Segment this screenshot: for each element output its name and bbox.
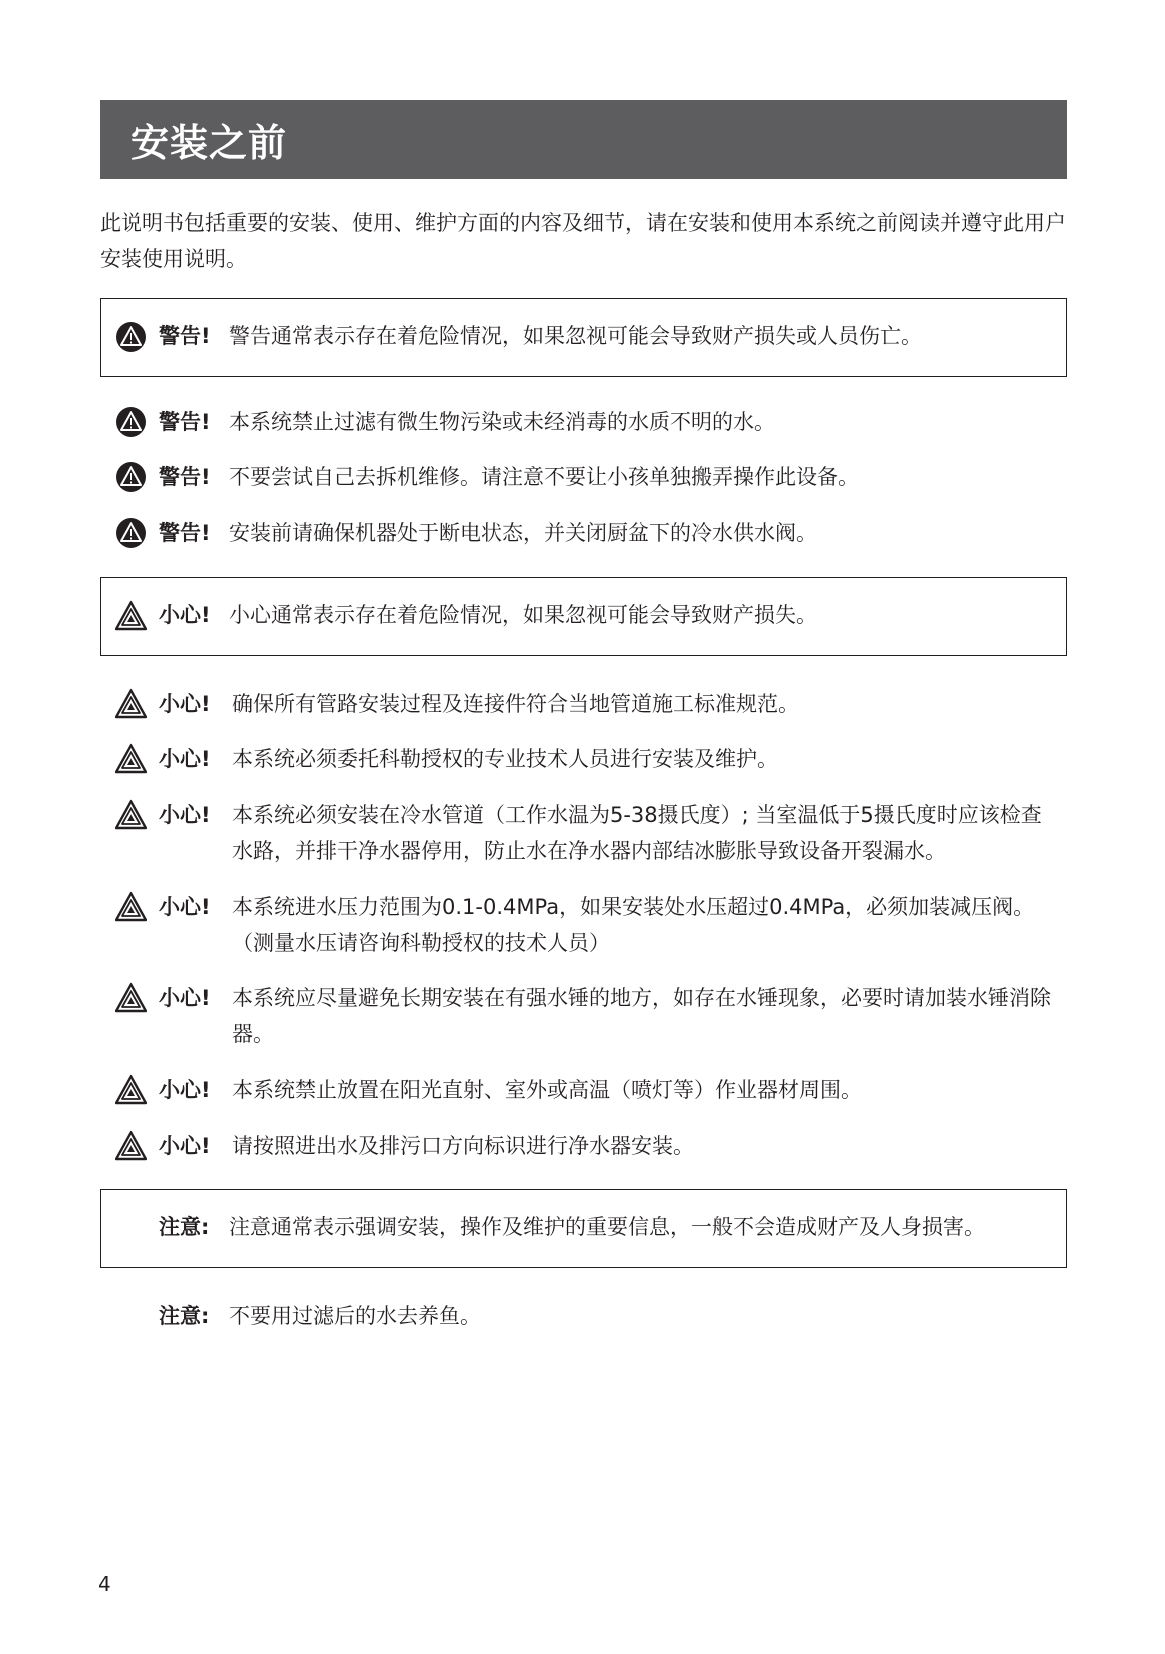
caution-text: 本系统必须委托科勒授权的专业技术人员进行安装及维护。	[232, 747, 778, 771]
caution-label: 小心!	[159, 1134, 211, 1158]
caution-label: 小心!	[159, 803, 211, 827]
caution-outline-icon	[115, 1074, 147, 1106]
caution-text: 请按照进出水及排污口方向标识进行净水器安装。	[232, 1134, 694, 1158]
caution-label: 小心!	[159, 747, 211, 771]
warning-label: 警告!	[159, 324, 211, 348]
caution-text: 本系统进水压力范围为0.1-0.4MPa，如果安装处水压超过0.4MPa，必须加装减压阀。（测量水压请咨询科勒授权的技术人员）	[232, 895, 1035, 955]
caution-label: 小心!	[159, 1078, 211, 1102]
caution-label: 小心!	[159, 986, 211, 1010]
caution-definition-box	[100, 577, 1067, 656]
page-title: 安装之前	[131, 121, 288, 165]
caution-outline-icon	[115, 982, 147, 1014]
warning-label: 警告!	[159, 465, 211, 489]
warning-definition-box	[100, 298, 1067, 377]
intro-paragraph: 此说明书包括重要的安装、使用、维护方面的内容及细节，请在安装和使用本系统之前阅读并遵守此用户安装使用说明。	[100, 211, 1066, 271]
notice-label: 注意:	[159, 1215, 210, 1239]
notice-definition-box	[100, 1189, 1067, 1268]
caution-outline-icon	[115, 799, 147, 831]
caution-label: 小心!	[159, 895, 211, 919]
caution-text: 本系统必须安装在冷水管道（工作水温为5-38摄氏度）; 当室温低于5摄氏度时应该检查水路，并排干净水器停用，防止水在净水器内部结冰膨胀导致设备开裂漏水。	[232, 803, 1042, 863]
caution-outline-icon	[115, 688, 147, 720]
warning-filled-icon	[115, 406, 147, 438]
caution-label: 小心!	[159, 603, 211, 627]
warning-text: 本系统禁止过滤有微生物污染或未经消毒的水质不明的水。	[229, 410, 775, 434]
notice-label: 注意:	[159, 1304, 210, 1328]
warning-filled-icon	[115, 517, 147, 549]
page-number: 4	[98, 1572, 111, 1596]
caution-text: 本系统禁止放置在阳光直射、室外或高温（喷灯等）作业器材周围。	[232, 1078, 862, 1102]
notice-text: 不要用过滤后的水去养鱼。	[229, 1304, 481, 1328]
caution-text: 本系统应尽量避免长期安装在有强水锤的地方，如存在水锤现象，必要时请加装水锤消除器。	[232, 986, 1051, 1046]
caution-text: 确保所有管路安装过程及连接件符合当地管道施工标准规范。	[232, 692, 799, 716]
notice-definition-text: 注意通常表示强调安装，操作及维护的重要信息，一般不会造成财产及人身损害。	[229, 1215, 985, 1239]
section-title-bar	[100, 100, 1067, 179]
caution-outline-icon	[115, 743, 147, 775]
caution-outline-icon	[115, 1130, 147, 1162]
caution-outline-icon	[115, 600, 147, 632]
warning-filled-icon	[115, 321, 147, 353]
warning-text: 不要尝试自己去拆机维修。请注意不要让小孩单独搬弄操作此设备。	[229, 465, 859, 489]
warning-label: 警告!	[159, 521, 211, 545]
warning-label: 警告!	[159, 410, 211, 434]
caution-label: 小心!	[159, 692, 211, 716]
warning-definition-text: 警告通常表示存在着危险情况，如果忽视可能会导致财产损失或人员伤亡。	[229, 324, 922, 348]
caution-definition-text: 小心通常表示存在着危险情况，如果忽视可能会导致财产损失。	[229, 603, 817, 627]
caution-outline-icon	[115, 891, 147, 923]
warning-filled-icon	[115, 461, 147, 493]
warning-text: 安装前请确保机器处于断电状态，并关闭厨盆下的冷水供水阀。	[229, 521, 817, 545]
